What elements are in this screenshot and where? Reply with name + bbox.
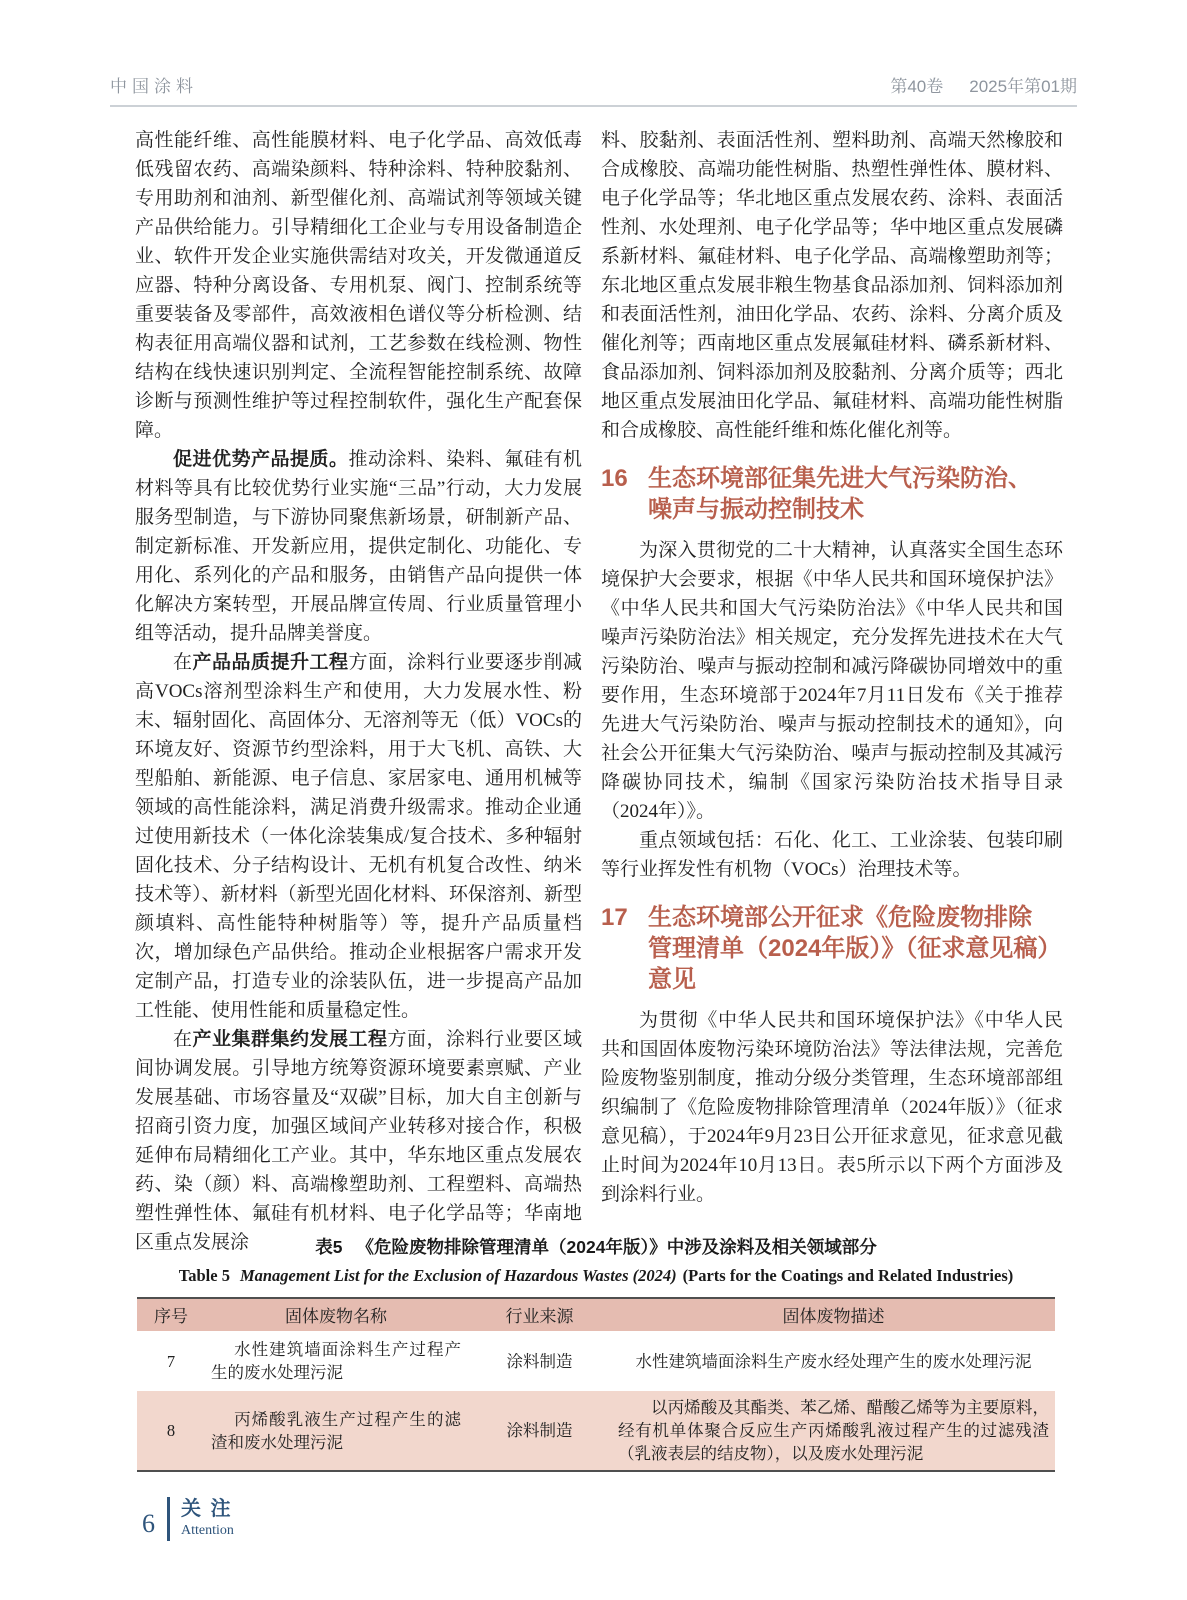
issue-label: 2025年第01期	[969, 77, 1077, 96]
paragraph: 为贯彻《中华人民共和国环境保护法》《中华人民共和国固体废物污染环境防治法》等法律法规，完善危险废物鉴别制度，推动分级分类管理，生态环境部部组织编制了《危险废物排除管理清单（2024年版）》（征求意见稿），于2024年9月23日公开征求意见，征求意见截止时间为2024年10月13日。表5所示以下两个方面涉及到涂料行业。	[601, 1010, 1063, 1205]
section-title-line: 生态环境部征集先进大气污染防治、	[648, 465, 1032, 492]
left-column	[135, 126, 582, 1257]
section-title	[648, 463, 1063, 525]
section-number: 16	[601, 465, 628, 492]
table-header-row	[137, 1298, 1055, 1332]
col-header-source: 行业来源	[467, 1298, 612, 1332]
paragraph-text: 方面，涂料行业要区域间协调发展。引导地方统筹资源环境要素禀赋、产业发展基础、市场容量及“双碳”目标，加大自主创新与招商引资力度，加强区域间产业转移对接合作，积极延伸布局精细化工产业。其中，华东地区重点发展农药、染（颜）料、高端橡塑助剂、工程塑料、高端热塑性弹性体、氟硅有机材料、电子化学品等；华南地区重点发展涂	[135, 1029, 582, 1253]
cell-no: 8	[137, 1390, 205, 1471]
section-title	[648, 902, 1063, 995]
section-title-line: 噪声与振动控制技术	[648, 496, 864, 523]
col-header-desc: 固体废物描述	[612, 1298, 1055, 1332]
section-title-line: 管理清单（2024年版）》（征求意见稿）	[648, 935, 1062, 962]
footer-section-cn: 关 注	[181, 1498, 233, 1520]
table-caption-cn-label: 表5	[315, 1237, 343, 1257]
paragraph	[135, 1025, 582, 1257]
paragraph	[135, 648, 582, 1025]
footer-section-en: Attention	[181, 1523, 234, 1538]
table-caption-en	[137, 1266, 1055, 1286]
section-number: 17	[601, 904, 628, 931]
table-caption-cn-text: 《危险废物排除管理清单（2024年版）》中涉及涂料及相关领域部分	[356, 1237, 877, 1257]
footer-divider-bar	[167, 1497, 170, 1541]
paragraph: 重点领域包括：石化、化工、工业涂装、包装印刷等行业挥发性有机物（VOCs）治理技术等。	[601, 830, 1063, 880]
paragraph	[135, 445, 582, 648]
table-caption-cn	[137, 1234, 1055, 1259]
inline-heading: 产品品质提升工程	[192, 652, 349, 673]
cell-source: 涂料制造	[467, 1390, 612, 1471]
cell-desc: 以丙烯酸及其酯类、苯乙烯、醋酸乙烯等为主要原料，经有机单体聚合反应生产丙烯酸乳液过程产生的过滤残渣（乳液表层的结皮物），以及废水处理污泥	[612, 1390, 1055, 1471]
table-caption-en-label: Table 5	[178, 1266, 230, 1285]
cell-desc: 水性建筑墙面涂料生产废水经处理产生的废水处理污泥	[612, 1332, 1055, 1390]
hazardous-waste-table	[137, 1297, 1055, 1472]
paragraph-continuation: 料、胶黏剂、表面活性剂、塑料助剂、高端天然橡胶和合成橡胶、高端功能性树脂、热塑性弹性体、膜材料、电子化学品等；华北地区重点发展农药、涂料、表面活性剂、水处理剂、电子化学品等；华中地区重点发展磷系新材料、氟硅材料、电子化学品、高端橡塑助剂等；东北地区重点发展非粮生物基食品添加剂、饲料添加剂和表面活性剂，油田化学品、农药、涂料、分离介质及催化剂等；西南地区重点发展氟硅材料、磷系新材料、食品添加剂、饲料添加剂及胶黏剂、分离介质等；西北地区重点发展油田化学品、氟硅材料、高端功能性树脂和合成橡胶、高性能纤维和炼化催化剂等。	[601, 130, 1063, 441]
section-16-heading	[601, 463, 1063, 525]
page-footer	[142, 1497, 234, 1541]
paragraph-text: 在	[173, 1029, 193, 1050]
paragraph-continuation: 高性能纤维、高性能膜材料、电子化学品、高效低毒低残留农药、高端染颜料、特种涂料、特种胶黏剂、专用助剂和油剂、新型催化剂、高端试剂等领域关键产品供给能力。引导精细化工企业与专用设备制造企业、软件开发企业实施供需结对攻关，开发微通道反应器、特种分离设备、专用机泵、阀门、控制系统等重要装备及零部件，高效液相色谱仪等分析检测、结构表征用高端仪器和试剂，工艺参数在线检测、物性结构在线快速识别判定、全流程智能控制系统、故障诊断与预测性维护等过程控制软件，强化生产配套保障。	[135, 130, 582, 441]
paragraph-text: 在	[173, 652, 193, 673]
table-caption-en-tail: (Parts for the Coatings and Related Industries)	[682, 1266, 1014, 1285]
section-title-line: 生态环境部公开征求《危险废物排除	[648, 904, 1032, 931]
cell-no: 7	[137, 1332, 205, 1390]
table-5-block	[137, 1234, 1055, 1472]
cell-name: 水性建筑墙面涂料生产过程产生的废水处理污泥	[205, 1332, 467, 1390]
volume-label: 第40卷	[890, 77, 944, 96]
running-head	[110, 72, 1077, 107]
cell-name: 丙烯酸乳液生产过程产生的滤渣和废水处理污泥	[205, 1390, 467, 1471]
paragraph: 为深入贯彻党的二十大精神，认真落实全国生态环境保护大会要求，根据《中华人民共和国环境保护法》《中华人民共和国大气污染防治法》《中华人民共和国噪声污染防治法》相关规定，充分发挥先进技术在大气污染防治、噪声与振动控制和减污降碳协同增效中的重要作用，生态环境部于2024年7月11日发布《关于推荐先进大气污染防治、噪声与振动控制技术的通知》，向社会公开征集大气污染防治、噪声与振动控制及其减污降碳协同技术，编制《国家污染防治技术指导目录（2024年）》。	[601, 540, 1063, 822]
page-number: 6	[142, 1509, 155, 1538]
table-caption-en-italic: Management List for the Exclusion of Hazardous Wastes (2024)	[239, 1266, 677, 1285]
right-column	[601, 126, 1063, 1209]
cell-source: 涂料制造	[467, 1332, 612, 1390]
col-header-no: 序号	[137, 1298, 205, 1332]
col-header-name: 固体废物名称	[205, 1298, 467, 1332]
section-17-heading	[601, 902, 1063, 995]
table-row	[137, 1390, 1055, 1471]
table-row	[137, 1332, 1055, 1390]
section-title-line: 意见	[648, 966, 696, 993]
inline-heading: 产业集群集约发展工程	[192, 1029, 388, 1050]
inline-heading: 促进优势产品提质。	[173, 449, 349, 470]
paragraph-text: 方面，涂料行业要逐步削减高VOCs溶剂型涂料生产和使用，大力发展水性、粉末、辐射固化、高固体分、无溶剂等无（低）VOCs的环境友好、资源节约型涂料，用于大飞机、高铁、大型船舶、新能源、电子信息、家居家电、通用机械等领域的高性能涂料，满足消费升级需求。推动企业通过使用新技术（一体化涂装集成/复合技术、多种辐射固化技术、分子结构设计、无机有机复合改性、纳米技术等）、新材料（新型光固化材料、环保溶剂、新型颜填料、高性能特种树脂等）等，提升产品质量档次，增加绿色产品供给。推动企业根据客户需求开发定制产品，打造专业的涂装队伍，进一步提高产品加工性能、使用性能和质量稳定性。	[135, 652, 582, 1021]
journal-name: 中国涂料	[110, 77, 198, 96]
issue-info	[890, 72, 1077, 97]
paragraph-text: 推动涂料、染料、氟硅有机材料等具有比较优势行业实施“三品”行动，大力发展服务型制造，与下游协同聚焦新场景，研制新产品、制定新标准、开发新应用，提供定制化、功能化、专用化、系列化的产品和服务，由销售产品向提供一体化解决方案转型，开展品牌宣传周、行业质量管理小组等活动，提升品牌美誉度。	[135, 449, 582, 644]
footer-section	[181, 1497, 234, 1541]
